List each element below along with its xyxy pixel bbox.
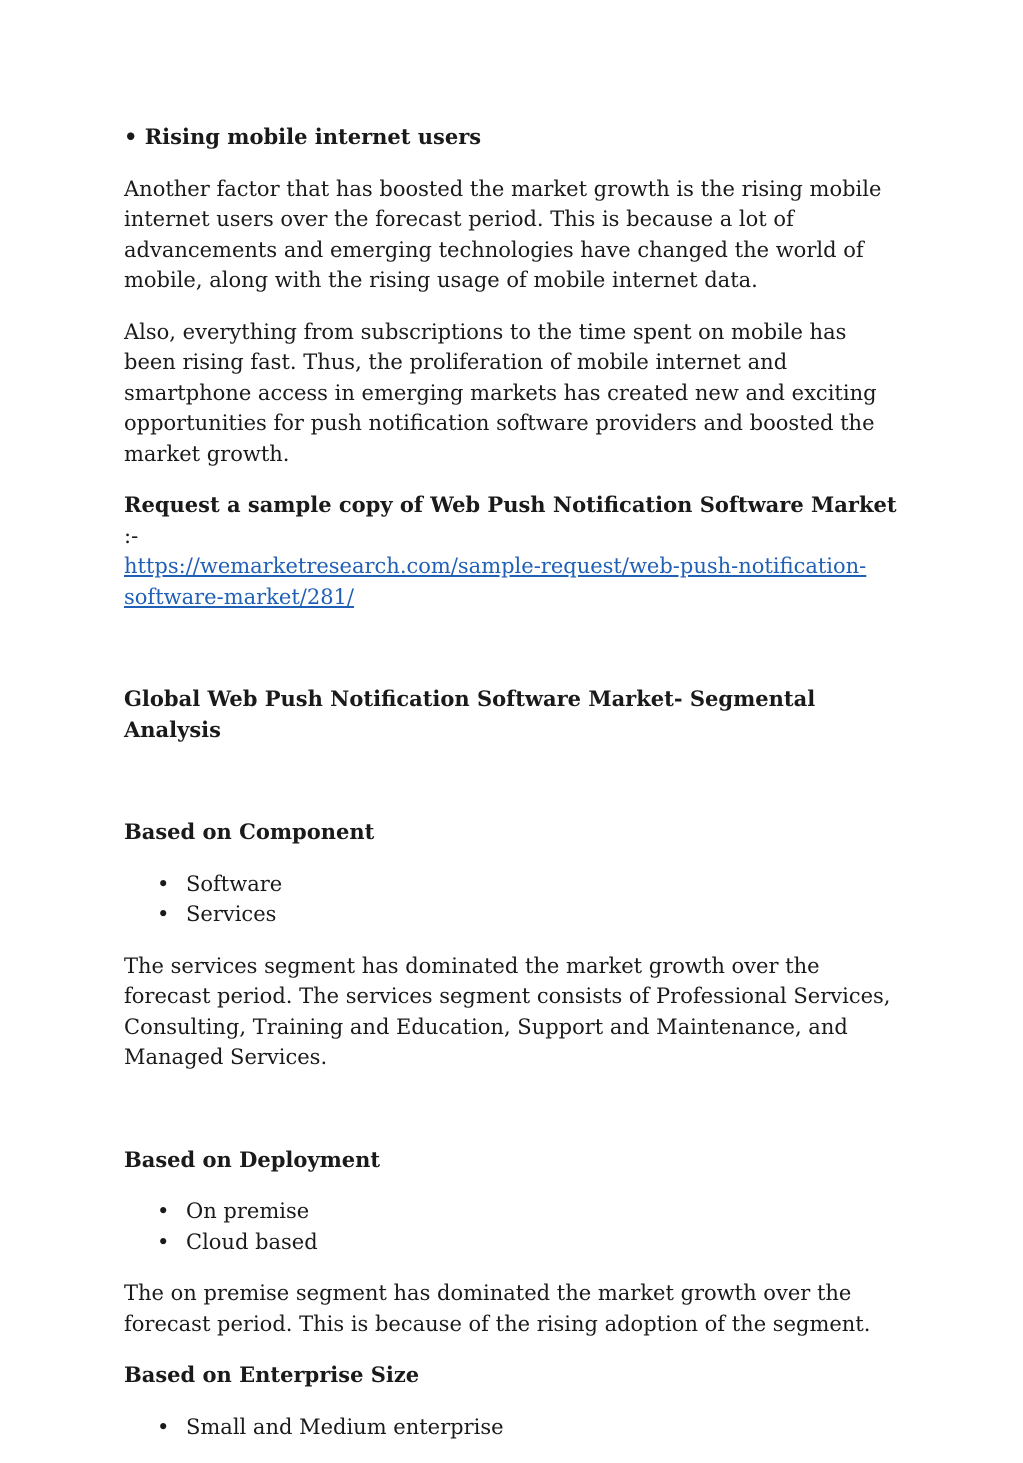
bullet-icon: • — [157, 1199, 170, 1223]
sample-request-separator: :- — [124, 523, 139, 548]
document-page — [124, 122, 904, 1463]
list-item-label: Services — [186, 902, 277, 926]
sample-request-link[interactable]: https://wemarketresearch.com/sample-request/web-push-notification-software-market/281/ — [124, 554, 867, 609]
spacer — [124, 633, 904, 684]
list-item — [124, 899, 904, 930]
component-heading: Based on Component — [124, 819, 375, 844]
component-description: The services segment has dominated the market growth over the forecast period. The services segment consists of Professional Services, Consulting, Training and Education, Support and Maintenance, and Managed Services. — [124, 953, 891, 1069]
list-item — [124, 1227, 904, 1258]
rising-mobile-heading: • Rising mobile internet users — [124, 124, 482, 149]
component-list — [124, 869, 904, 930]
deployment-description: The on premise segment has dominated the market growth over the forecast period. This is because of the rising adoption of the segment. — [124, 1281, 871, 1336]
bullet-icon: • — [157, 902, 170, 926]
spacer — [124, 1094, 904, 1145]
enterprise-size-list — [124, 1412, 904, 1443]
sample-request-paragraph — [124, 490, 904, 612]
list-item-label: Cloud based — [186, 1229, 318, 1254]
list-item-label: Software — [186, 871, 283, 896]
sample-request-label: Request a sample copy of Web Push Notification Software Market — [124, 492, 897, 517]
list-item — [124, 1412, 904, 1443]
rising-mobile-paragraph-2: Also, everything from subscriptions to the time spent on mobile has been rising fast. Thus, the proliferation of mobile internet and smartphone access in emerging markets has created new and exciting opportunities for push notification software providers and boosted the market growth. — [124, 319, 877, 466]
bullet-icon: • — [157, 1414, 170, 1439]
list-item — [124, 869, 904, 900]
enterprise-size-heading: Based on Enterprise Size — [124, 1362, 420, 1387]
spacer — [124, 766, 904, 817]
list-item-label: Small and Medium enterprise — [186, 1414, 504, 1439]
rising-mobile-paragraph-1: Another factor that has boosted the market growth is the rising mobile internet users over the forecast period. This is because a lot of advancements and emerging technologies have changed the world of mobile, along with the rising usage of mobile internet data. — [124, 176, 882, 292]
bullet-icon: • — [157, 1229, 170, 1254]
list-item-label: On premise — [186, 1199, 310, 1223]
bullet-icon: • — [157, 871, 170, 896]
deployment-list — [124, 1196, 904, 1257]
segmental-analysis-title: Global Web Push Notification Software Market- Segmental Analysis — [124, 686, 816, 742]
list-item — [124, 1196, 904, 1227]
deployment-heading: Based on Deployment — [124, 1146, 381, 1172]
